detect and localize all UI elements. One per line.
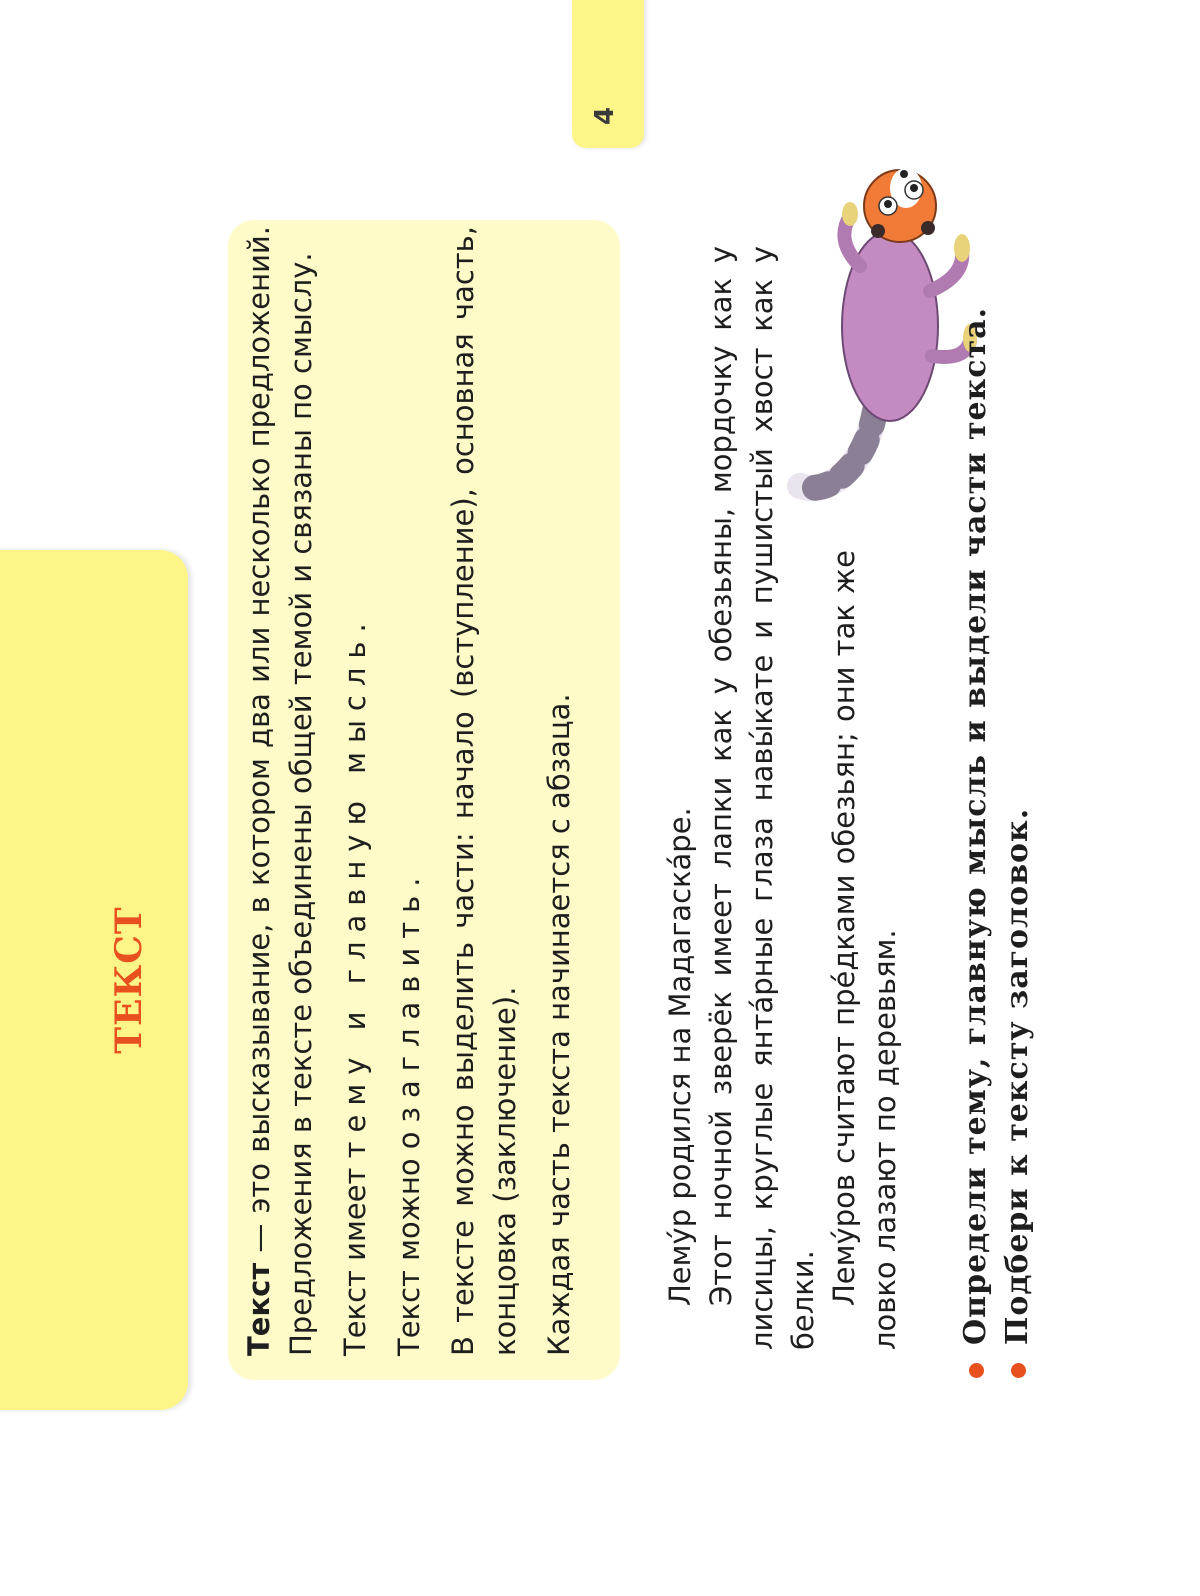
task-text: Подбери к тексту заголовок. [1000, 807, 1035, 1345]
header-tab [0, 550, 188, 1410]
theme-paragraph [334, 226, 376, 1356]
bullet-icon [1011, 1363, 1026, 1378]
task-list [955, 178, 1039, 1378]
paragraph-rule: Каждая часть текста начинается с абзаца. [542, 693, 576, 1356]
bullet-icon [969, 1363, 984, 1378]
lemur-illustration [780, 146, 980, 506]
rules-text [238, 226, 592, 1356]
story-paragraph: Лему́р родился на Мадагаска́ре. [663, 807, 697, 1306]
lemur-tail [800, 411, 875, 488]
task-item [955, 178, 997, 1378]
definition-paragraph [238, 226, 322, 1356]
parts-paragraph: В тексте можно выделить части: начало (вступление), основная часть, концовка (заключение). [446, 226, 522, 1356]
task-text: Определи тему, главную мысль и выдели части текста. [958, 306, 993, 1345]
page-title: ТЕКСТ [108, 906, 150, 1054]
theme-prefix: Текст имеет [338, 1158, 372, 1356]
story-paragraph: Этот ночной зверёк имеет лапки как у обезьяны, мордочку как у лисицы, круглые янта́рные глаза навы́кате и пушистый хвост как у белки. [704, 246, 820, 1350]
title-emphasis: озаглавить. [392, 868, 426, 1150]
story-paragraph: Лему́ров считают пре́дками обезьян; они так же ловко лазают по деревьям. [827, 550, 902, 1350]
page-number: 4 [590, 106, 620, 126]
definition-term: Текст [242, 1262, 276, 1356]
title-paragraph [388, 226, 430, 1356]
definition-text: — это высказывание, в котором два или несколько предложений. Предложения в тексте объединены общей темой и связаны по смыслу. [242, 226, 318, 1356]
task-item [997, 178, 1039, 1378]
theme-emphasis: тему и главную мысль. [338, 614, 372, 1159]
title-prefix: Текст можно [392, 1149, 426, 1356]
